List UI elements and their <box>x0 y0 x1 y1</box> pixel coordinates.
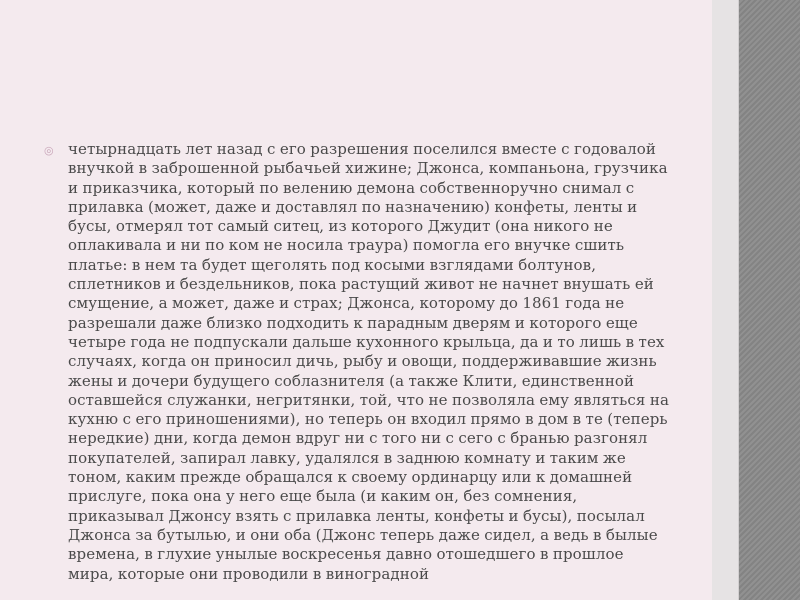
bullet-item <box>44 140 669 584</box>
content-area <box>44 140 669 584</box>
decorative-sidebar-light <box>712 0 739 600</box>
paragraph-text: четырнадцать лет назад с его разрешения поселился вместе с годовалой внучкой в заброшенной рыбачьей хижине; Джонса, компаньона, грузчика и приказчика, который по велению демона собственноручно снимал с прилавка (может, даже и доставлял по назначению) конфеты, ленты и бусы, отмерял тот самый ситец, из которого Джудит (она никого не оплакивала и ни по ком не носила траура) помогла его внучке сшить платье: в нем та будет щеголять под косыми взглядами болтунов, сплетников и бездельников, пока растущий живот не начнет внушать ей смущение, а может, даже и страх; Джонса, которому до 1861 года не разрешали даже близко подходить к парадным дверям и которого еще четыре года не подпускали дальше кухонного крыльца, да и то лишь в тех случаях, когда он приносил дичь, рыбу и овощи, поддерживавшие жизнь жены и дочери будущего соблазнителя (а также Клити, единственной оставшейся служанки, негритянки, той, что не позволяла ему являться на кухню с его приношениями), но теперь он входил прямо в дом в те (теперь нередкие) дни, когда демон вдруг ни с того ни с сего с бранью разгонял покупателей, запирал лавку, удалялся в заднюю комнату и таким же тоном, каким прежде обращался к своему ординарцу или к домашней прислуге, пока она у него еще была (и каким он, без сомнения, приказывал Джонсу взять с прилавка ленты, конфеты и бусы), посылал Джонса за бутылью, и они оба (Джонс теперь даже сидел, а ведь в былые времена, в глухие унылые воскресенья давно отошедшего в прошлое мира, которые они проводили в виноградной <box>68 140 669 583</box>
circle-bullet-icon: ◎ <box>44 144 54 157</box>
